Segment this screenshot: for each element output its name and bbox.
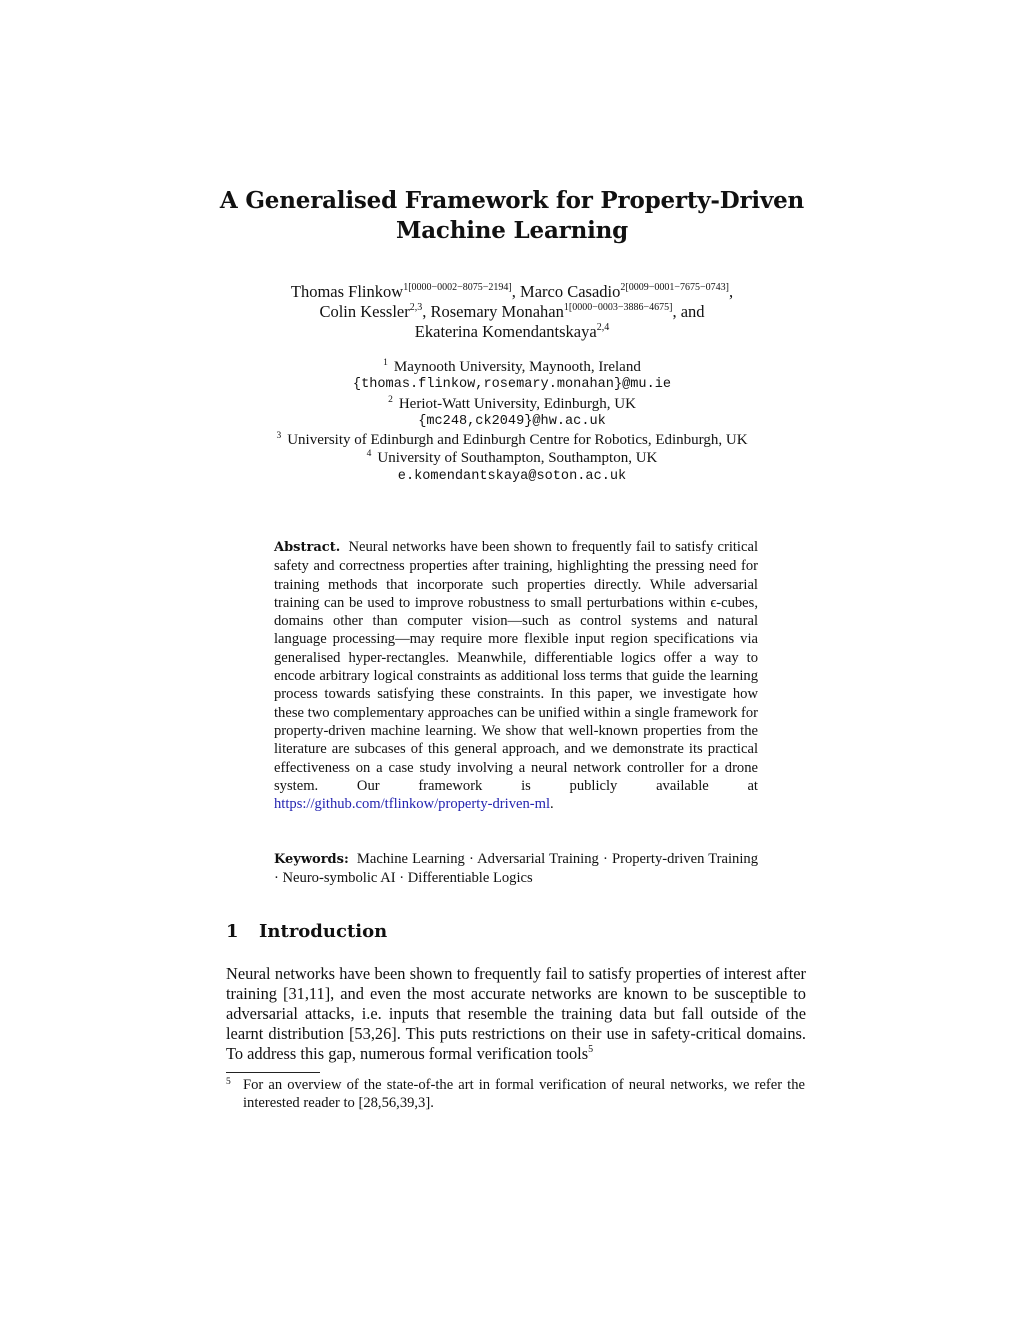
affiliation-mark: 1 [383, 358, 388, 368]
affiliation-email-4: e.komendantskaya@soton.ac.uk [397, 468, 627, 484]
footnote: 5 For an overview of the state-of-the art in formal verification of neural networks, we refer the interested reader to [28,56,39,3]. [226, 1077, 805, 1112]
abstract-body: Neural networks have been shown to frequently fail to satisfy critical safety and correctness properties after training, highlighting the pressing need for training methods that incorporate such properties directly. While adversarial training can be used to improve robustness to small perturbations within ϵ-cubes, domains other than computer vision—such as control systems and natural language processing—may require more flexible input region specifications via generalised hyper-rectangles. Meanwhile, differentiable logics offer a way to encode arbitrary logical constraints as additional loss terms that guide the learning process towards satisfying these constraints. In this paper, we investigate how these two complementary approaches can be unified within a single framework for property-driven machine learning. We show that well-known properties from the literature are subcases of this general approach, and we demonstrate its practical effectiveness on a case study involving a neural network controller for a drone system. Our framework is publicly available at [274, 539, 758, 794]
repository-link[interactable]: https://github.com/tflinkow/property-driven-ml [274, 796, 551, 813]
author-affil-marks: 2,3 [409, 302, 423, 313]
paper-title [0, 186, 1024, 246]
author-line-2 [0, 302, 1024, 322]
author-separator: , [422, 302, 431, 321]
keywords [274, 850, 758, 888]
affiliation-4 [0, 449, 1024, 467]
affiliation-text: University of Southampton, Southampton, UK [377, 450, 658, 467]
author-orcid: 1[0000−0002−8075−2194] [403, 282, 512, 293]
author-name: Ekaterina Komendantskaya [414, 322, 597, 341]
footnote-rule [226, 1072, 320, 1073]
author-affil-marks: 2,4 [596, 322, 610, 333]
author-list [0, 282, 1024, 342]
keywords-text: Machine Learning · Adversarial Training · Property-driven Training · Neuro-symbolic AI · Differentiable Logics [274, 851, 759, 887]
footnote-reference[interactable]: 5 [588, 1044, 594, 1055]
affiliation-mark: 4 [366, 449, 372, 460]
affiliation-mark: 2 [388, 394, 393, 405]
author-orcid: 1[0000−0003−3886−4675] [563, 302, 673, 313]
title-line-2: Machine Learning [395, 217, 629, 244]
author-name: Colin Kessler [319, 302, 410, 321]
author-separator: , [511, 282, 521, 301]
author-orcid: 2[0009−0001−7675−0743] [620, 282, 729, 293]
affiliation-2 [0, 395, 1024, 413]
section-heading [226, 920, 387, 944]
affiliations [0, 358, 1024, 486]
author-separator: , [728, 282, 734, 301]
footnote-text: For an overview of the state-of-the art in formal verification of neural networks, we refer the interested reader to [28,56,39,3]. [243, 1077, 805, 1112]
section-title: Introduction [259, 921, 388, 942]
intro-paragraph [226, 964, 806, 1064]
affiliation-text: University of Edinburgh and Edinburgh Centre for Robotics, Edinburgh, UK [287, 432, 748, 449]
keywords-label: Keywords: [274, 852, 349, 867]
author-line-3 [0, 322, 1024, 342]
affiliation-1 [0, 358, 1024, 376]
affiliation-email-1: {thomas.flinkow,rosemary.monahan}@mu.ie [352, 377, 672, 393]
section-number: 1 [226, 921, 239, 942]
author-name: Thomas Flinkow [290, 282, 404, 301]
affiliation-3 [0, 431, 1024, 449]
affiliation-text: Heriot-Watt University, Edinburgh, UK [398, 395, 636, 412]
abstract-label: Abstract. [274, 540, 341, 555]
affiliation-email-2: {mc248,ck2049}@hw.ac.uk [418, 413, 606, 429]
author-separator: , and [672, 302, 705, 321]
intro-text: Neural networks have been shown to frequently fail to satisfy properties of interest after training [31,11], and even the most accurate networks are known to be susceptible to adversarial attacks, i.e. inputs that resemble the training data but fall outside of the learnt distribution [53,26]. This puts restrictions on their use in safety-critical domains. To address this gap, numerous formal verification tools [226, 964, 806, 1063]
abstract-end: . [550, 796, 554, 813]
author-name: Marco Casadio [520, 282, 621, 301]
author-line-1 [0, 282, 1024, 302]
title-line-1: A Generalised Framework for Property-Driven [219, 187, 805, 214]
affiliation-text: Maynooth University, Maynooth, Ireland [393, 359, 641, 375]
abstract [274, 538, 758, 813]
affiliation-mark: 3 [276, 431, 282, 442]
author-name: Rosemary Monahan [430, 302, 564, 321]
